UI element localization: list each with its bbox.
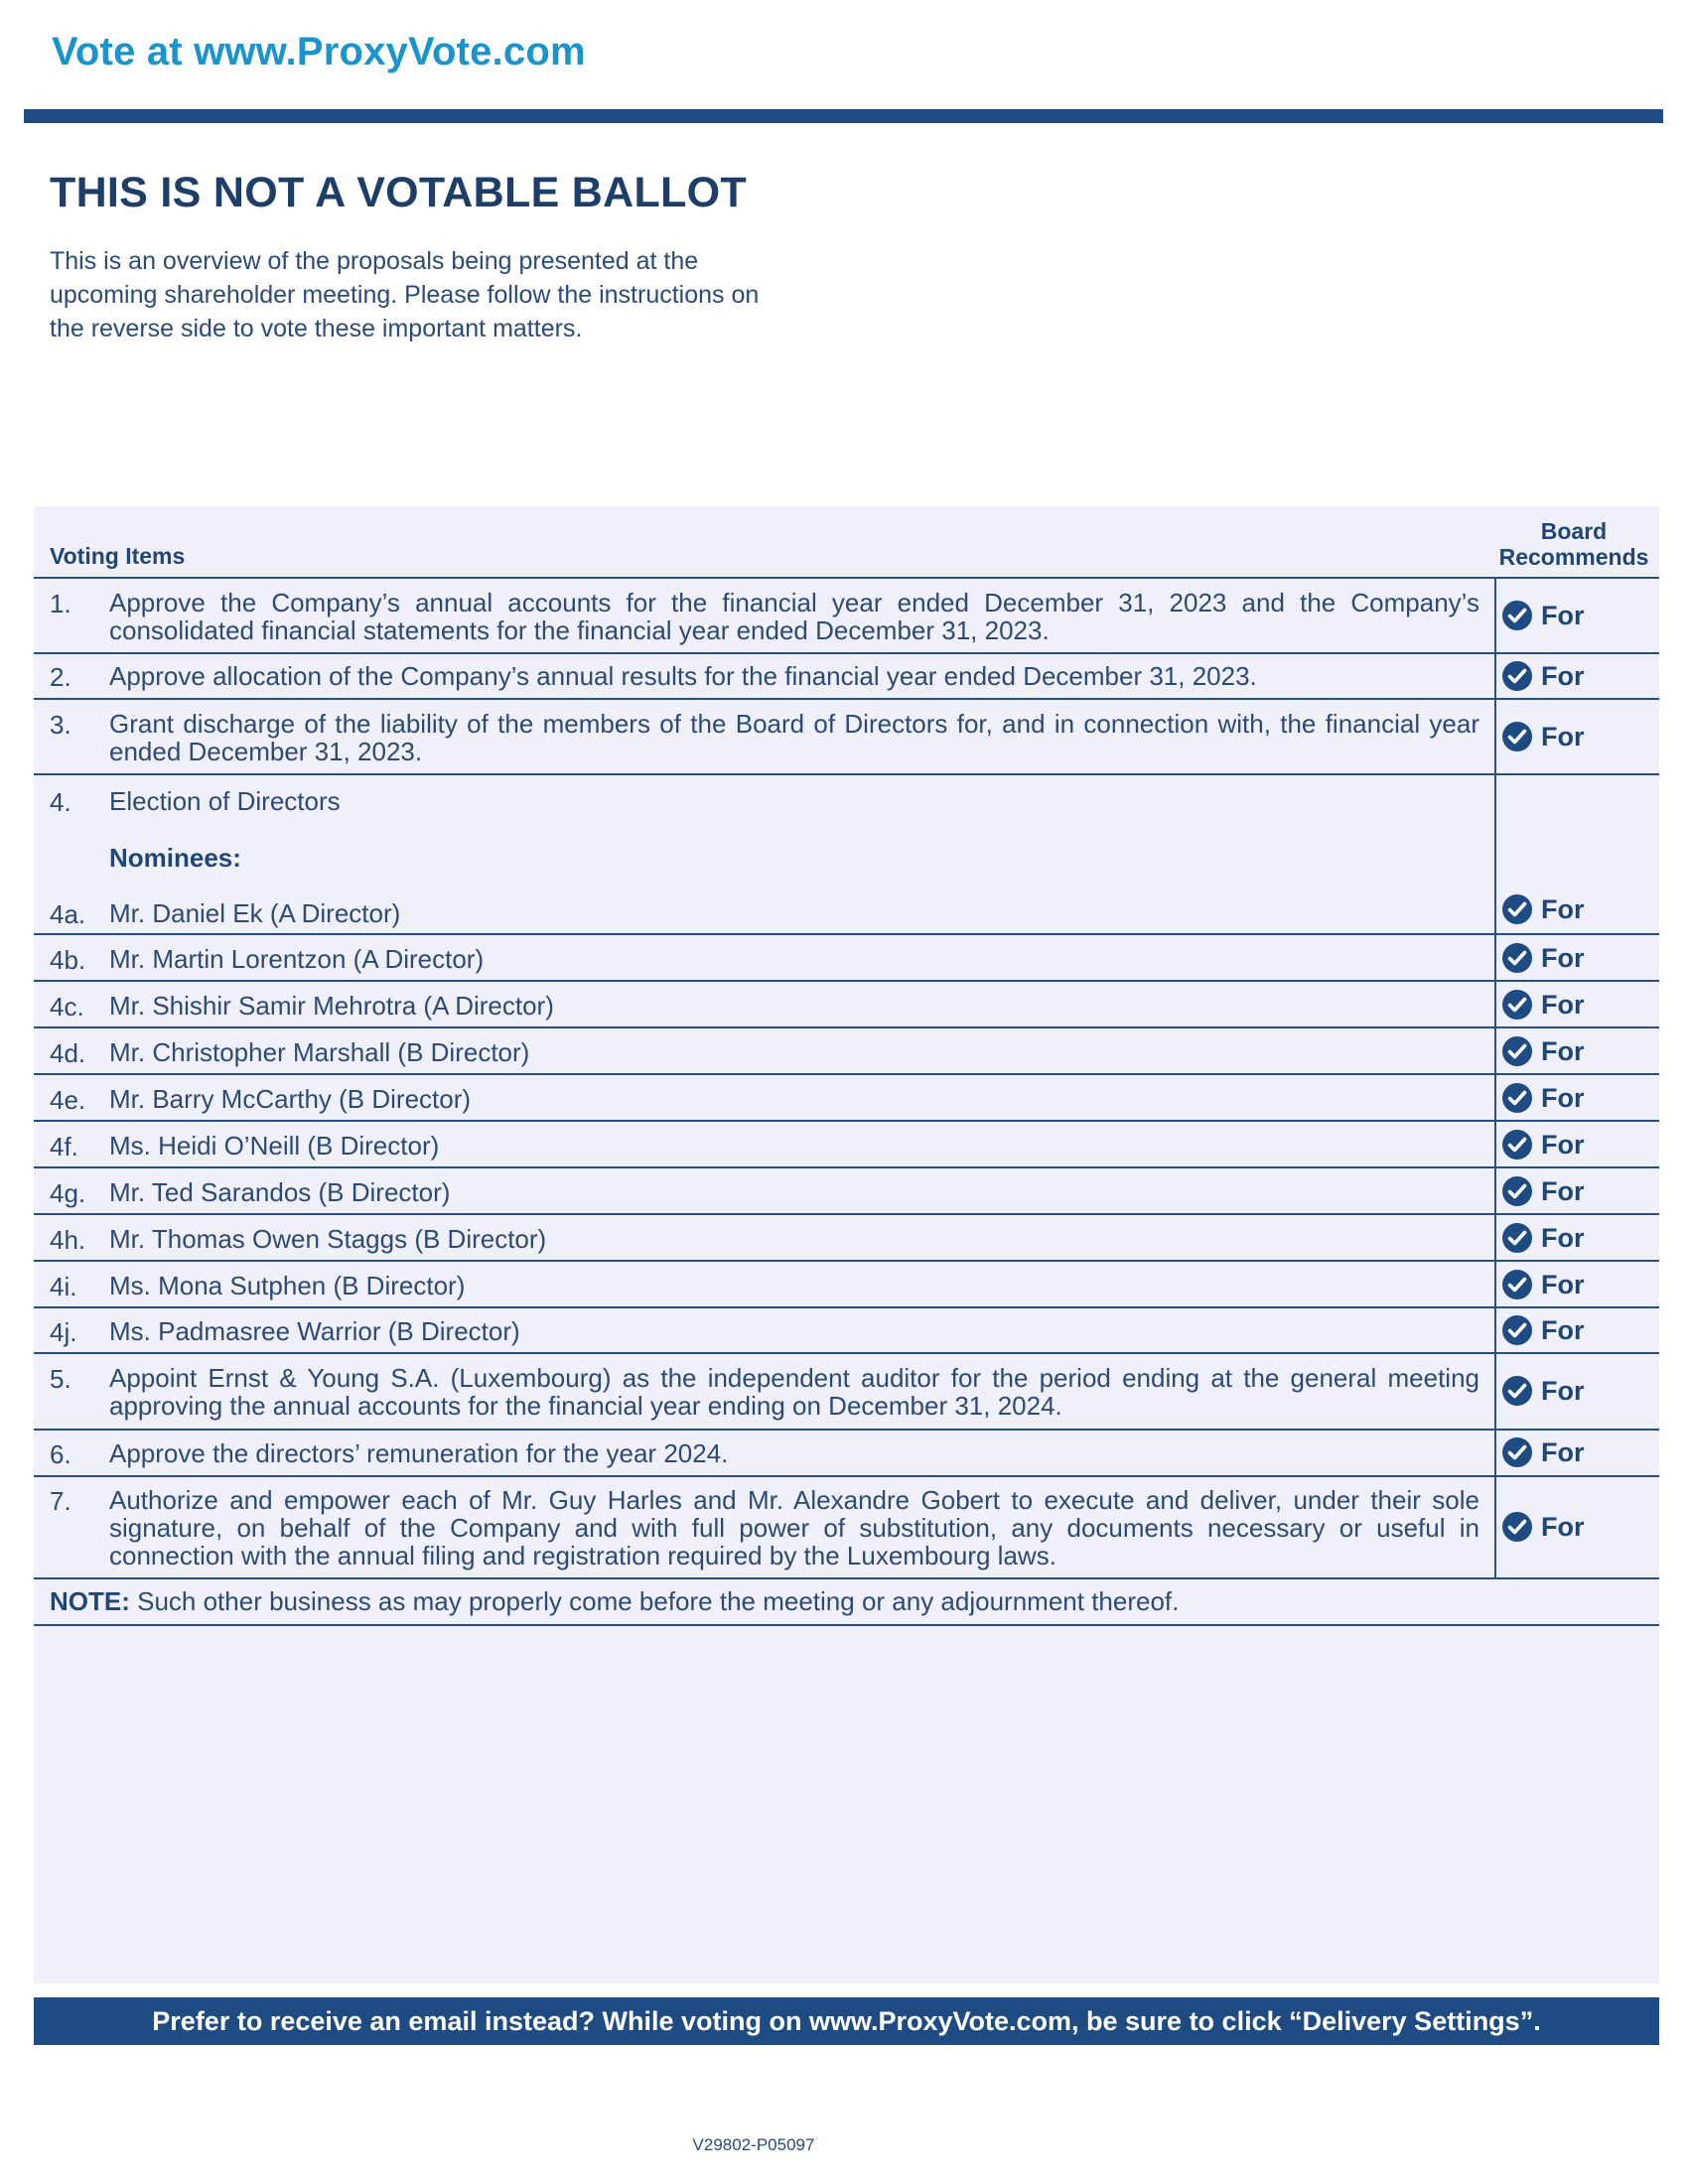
recommendation-label: For — [1541, 1222, 1585, 1253]
recommendation-label: For — [1541, 893, 1585, 924]
item-number: 4f. — [50, 1132, 78, 1161]
recommendation-for — [1501, 1436, 1585, 1468]
voting-items-header: Voting Items — [50, 543, 186, 569]
item-number: 4b. — [50, 945, 86, 975]
item-number: 4h. — [50, 1225, 86, 1255]
table-divider — [34, 1260, 1659, 1262]
table-divider — [34, 577, 1659, 579]
item-number: 5. — [50, 1364, 71, 1394]
check-circle-icon — [1501, 1222, 1533, 1254]
recommendation-for — [1501, 1511, 1585, 1543]
recommendation-label: For — [1541, 1436, 1585, 1467]
item-text: Approve the Company’s annual accounts for the financial year ended December 31, 2023 and the Company’s consolidated financial statements for the financial year ended December 31, 2023. — [109, 588, 1479, 645]
item-number: 4c. — [50, 992, 84, 1022]
check-circle-icon — [1501, 1511, 1533, 1543]
delivery-settings-banner — [34, 1997, 1659, 2045]
check-circle-icon — [1501, 600, 1533, 631]
item-text: Mr. Shishir Samir Mehrotra (A Director) — [109, 991, 554, 1021]
table-divider — [34, 1577, 1659, 1579]
board-recommends-header-line: Board — [1540, 518, 1608, 544]
check-circle-icon — [1501, 1314, 1533, 1346]
item-number: 6. — [50, 1439, 71, 1469]
recommendation-label: For — [1541, 989, 1585, 1020]
item-number: 2. — [50, 662, 71, 692]
item-text: Mr. Ted Sarandos (B Director) — [109, 1177, 451, 1207]
note-label: NOTE: — [50, 1586, 130, 1616]
intro-line: the reverse side to vote these important matters. — [50, 315, 583, 342]
item-text: Ms. Mona Sutphen (B Director) — [109, 1271, 466, 1300]
recommendation-label: For — [1541, 1314, 1585, 1345]
note — [50, 1586, 1179, 1617]
table-divider — [34, 933, 1659, 935]
item-text: Appoint Ernst & Young S.A. (Luxembourg) as the independent auditor for the period ending at the general meeting approving the annual accounts for the financial year ending on December 31, 2024. — [109, 1363, 1479, 1421]
item-text: Mr. Martin Lorentzon (A Director) — [109, 944, 485, 974]
item-text: Authorize and empower each of Mr. Guy Harles and Mr. Alexandre Gobert to execute and deliver, under their sole signature, on behalf of the Company and with full power of substitution, any documents necessary or useful in connection with the annual filing and registration required by the Luxembourg laws. — [109, 1485, 1479, 1570]
recommendation-for — [1501, 893, 1585, 925]
item-number: 4a. — [50, 899, 86, 929]
check-circle-icon — [1501, 942, 1533, 974]
board-recommends-header — [1494, 518, 1653, 570]
recommendation-label: For — [1541, 1082, 1585, 1113]
check-circle-icon — [1501, 1082, 1533, 1114]
item-number: 4g. — [50, 1178, 86, 1208]
recommendation-for — [1501, 989, 1585, 1021]
recommendation-for — [1501, 1314, 1585, 1346]
recommendation-for — [1501, 660, 1585, 692]
check-circle-icon — [1501, 1035, 1533, 1067]
recommendation-for — [1501, 1222, 1585, 1254]
check-circle-icon — [1501, 1175, 1533, 1207]
check-circle-icon — [1501, 660, 1533, 692]
table-divider — [34, 1073, 1659, 1075]
recommendation-label: For — [1541, 721, 1585, 751]
intro-line: This is an overview of the proposals being presented at the — [50, 247, 699, 275]
item-number: 7. — [50, 1486, 71, 1516]
recommendation-label: For — [1541, 1375, 1585, 1406]
check-circle-icon — [1501, 1269, 1533, 1300]
item-text: Mr. Daniel Ek (A Director) — [109, 898, 401, 928]
item-text: Approve allocation of the Company’s annual results for the financial year ended December 31, 2023. — [109, 661, 1257, 691]
recommendation-label: For — [1541, 660, 1585, 691]
table-divider — [34, 1166, 1659, 1168]
table-divider — [34, 980, 1659, 982]
item-text: Approve the directors’ remuneration for the year 2024. — [109, 1438, 729, 1468]
table-divider — [34, 1120, 1659, 1122]
recommendation-for — [1501, 1269, 1585, 1300]
item-text: Grant discharge of the liability of the members of the Board of Directors for, and in connection with, the financial year ended December 31, 2023. — [109, 709, 1479, 766]
nominees-label: Nominees: — [109, 843, 241, 873]
table-divider — [34, 1352, 1659, 1354]
check-circle-icon — [1501, 1129, 1533, 1160]
board-recommends-header-line: Recommends — [1498, 544, 1649, 570]
page-title: THIS IS NOT A VOTABLE BALLOT — [50, 169, 747, 216]
recommendation-label: For — [1541, 1035, 1585, 1066]
check-circle-icon — [1501, 721, 1533, 752]
recommendation-for — [1501, 1375, 1585, 1407]
item-number: 4d. — [50, 1038, 86, 1068]
recommendation-label: For — [1541, 1129, 1585, 1160]
item-text: Mr. Thomas Owen Staggs (B Director) — [109, 1224, 547, 1254]
recommendation-for — [1501, 942, 1585, 974]
intro-paragraph — [50, 244, 874, 345]
note-text: Such other business as may properly come before the meeting or any adjournment thereof. — [129, 1586, 1180, 1616]
recommendation-for — [1501, 1129, 1585, 1160]
recommendation-label: For — [1541, 600, 1585, 630]
item-number: 4i. — [50, 1272, 77, 1301]
item-number: 4. — [50, 787, 71, 817]
item-text: Mr. Christopher Marshall (B Director) — [109, 1037, 530, 1067]
recommendation-label: For — [1541, 942, 1585, 973]
delivery-settings-text: Prefer to receive an email instead? While voting on www.ProxyVote.com, be sure to click “Delivery Settings”. — [152, 2005, 1541, 2036]
intro-line: upcoming shareholder meeting. Please follow the instructions on — [50, 281, 760, 309]
item-number: 4j. — [50, 1317, 77, 1347]
document-code: V29802-P05097 — [692, 2135, 815, 2154]
item-text: Ms. Padmasree Warrior (B Director) — [109, 1316, 520, 1346]
check-circle-icon — [1501, 1436, 1533, 1468]
recommendation-for — [1501, 1175, 1585, 1207]
table-column-divider — [1494, 577, 1496, 1578]
table-divider — [34, 1624, 1659, 1626]
item-number: 4e. — [50, 1085, 86, 1115]
recommendation-for — [1501, 600, 1585, 631]
recommendation-label: For — [1541, 1511, 1585, 1542]
item-text: Ms. Heidi O’Neill (B Director) — [109, 1131, 440, 1160]
recommendation-for — [1501, 1035, 1585, 1067]
header-divider — [24, 109, 1663, 123]
item-text: Mr. Barry McCarthy (B Director) — [109, 1084, 472, 1114]
recommendation-for — [1501, 721, 1585, 752]
recommendation-for — [1501, 1082, 1585, 1114]
table-divider — [34, 1026, 1659, 1028]
table-divider — [34, 1213, 1659, 1215]
recommendation-label: For — [1541, 1175, 1585, 1206]
item-number: 3. — [50, 710, 71, 740]
table-divider — [34, 773, 1659, 775]
item-text: Election of Directors — [109, 786, 341, 816]
table-divider — [34, 652, 1659, 654]
check-circle-icon — [1501, 989, 1533, 1021]
table-divider — [34, 1475, 1659, 1477]
item-number: 1. — [50, 589, 71, 618]
table-divider — [34, 1306, 1659, 1308]
table-divider — [34, 1429, 1659, 1431]
check-circle-icon — [1501, 1375, 1533, 1407]
proxyvote-header-link[interactable]: Vote at www.ProxyVote.com — [52, 30, 586, 73]
table-divider — [34, 698, 1659, 700]
recommendation-label: For — [1541, 1269, 1585, 1299]
check-circle-icon — [1501, 893, 1533, 925]
